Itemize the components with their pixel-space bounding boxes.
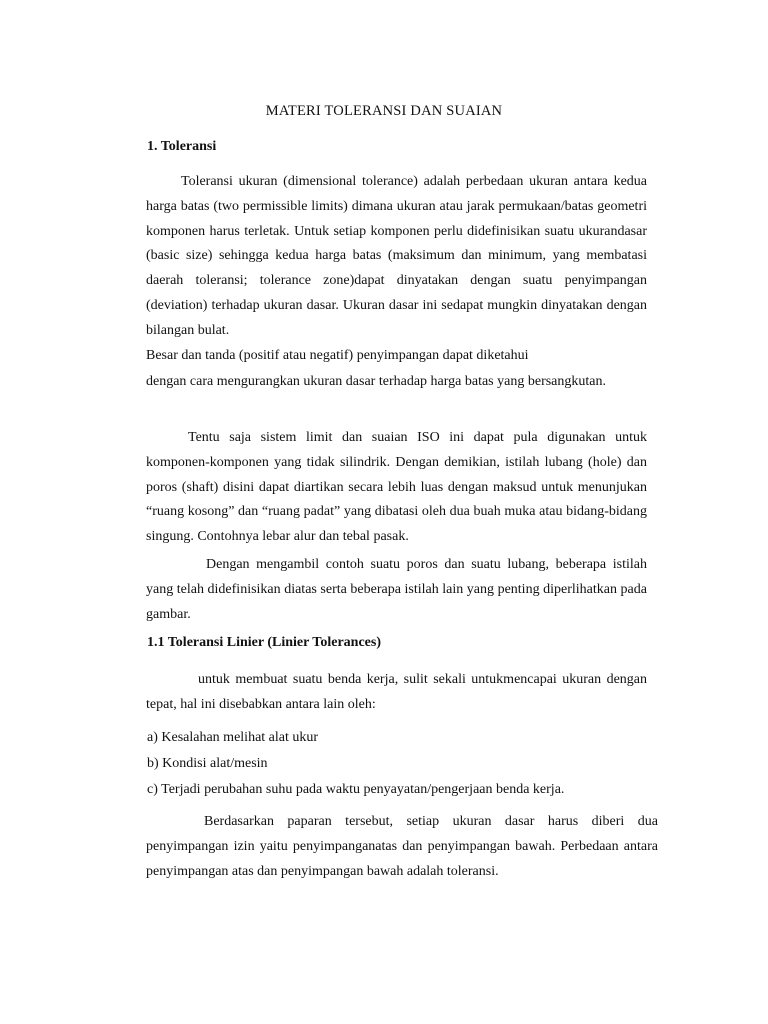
paragraph-text: Toleransi ukuran (dimensional tolerance) adalah perbedaan ukuran antara kedua harga batas (two permissible limits) dimana ukuran atau jarak permukaan/batas geometri komponen harus terletak. Untuk setiap komponen perlu didefinisikan suatu ukurandasar (basic size) sehingga kedua harga batas (maksimum dan minimum, yang membatasi daerah toleransi; tolerance zone)dapat dinyatakan dengan suatu penyimpangan (deviation) terhadap ukuran dasar. Ukuran dasar ini sedapat mungkin dinyatakan dengan bilangan bulat.: [146, 174, 647, 338]
section-heading-toleransi-linier: 1.1 Toleransi Linier (Linier Tolerances): [147, 635, 382, 650]
paragraph-toleransi-definition: [146, 170, 647, 395]
paragraph-conclusion: [146, 810, 658, 884]
paragraph-text-line: Besar dan tanda (positif atau negatif) penyimpangan dapat diketahui: [146, 347, 529, 363]
paragraph-text: untuk membuat suatu benda kerja, sulit sekali untukmencapai ukuran dengan tepat, hal ini disebabkan antara lain oleh:: [146, 672, 647, 712]
list-item: a) Kesalahan melihat alat ukur: [147, 730, 319, 745]
paragraph-text-line: dengan cara mengurangkan ukuran dasar terhadap harga batas yang bersangkutan.: [146, 374, 606, 390]
paragraph-iso-system: [146, 426, 647, 550]
list-item: c) Terjadi perubahan suhu pada waktu penyayatan/pengerjaan benda kerja.: [147, 782, 565, 797]
paragraph-text: Tentu saja sistem limit dan suaian ISO ini dapat pula digunakan untuk komponen-komponen yang tidak silindrik. Dengan demikian, istilah lubang (hole) dan poros (shaft) disini dapat diartikan secara lebih luas dengan maksud untuk menunjukan “ruang kosong” dan “ruang padat” yang dibatasi oleh dua buah muka atau bidang-bidang singung. Contohnya lebar alur dan tebal pasak.: [146, 430, 647, 545]
document-title: MATERI TOLERANSI DAN SUAIAN: [265, 103, 503, 119]
paragraph-linear-intro: [146, 668, 647, 718]
section-heading-toleransi: 1. Toleransi: [147, 139, 217, 154]
paragraph-text: Berdasarkan paparan tersebut, setiap ukuran dasar harus diberi dua penyimpangan izin yaitu penyimpanganatas dan penyimpangan bawah. Perbedaan antara penyimpangan atas dan penyimpangan bawah adalah toleransi.: [146, 814, 658, 879]
list-item: b) Kondisi alat/mesin: [147, 756, 268, 771]
paragraph-example: [146, 553, 647, 627]
paragraph-text: Dengan mengambil contoh suatu poros dan suatu lubang, beberapa istilah yang telah didefinisikan diatas serta beberapa istilah lain yang penting diperlihatkan pada gambar.: [146, 557, 647, 622]
